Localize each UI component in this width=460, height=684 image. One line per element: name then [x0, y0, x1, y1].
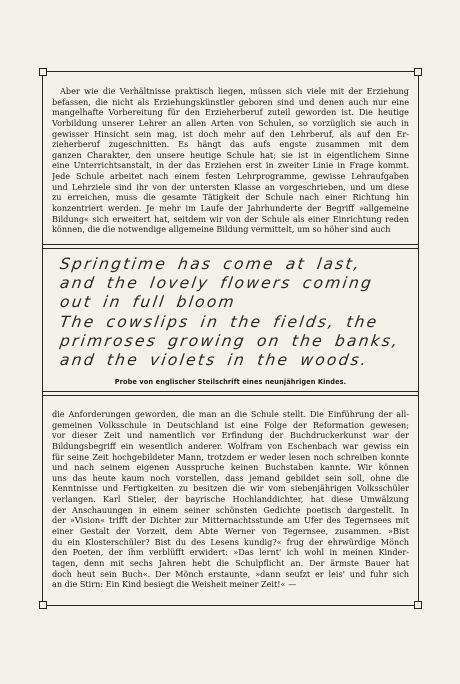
- handwriting-line: and the violets in the woods.: [58, 350, 370, 369]
- corner-ornament: [414, 601, 422, 609]
- text-line: Vorbildung unserer Lehrer an allen Arten von Schulen, so vorzüglich sie auch in: [52, 117, 409, 128]
- handwriting-line: The cowslips in the fields, the: [58, 312, 380, 331]
- text-line: eine Unterrichtsanstalt, in der das Erziehen erst in zweiter Linie in Frage kommt.: [52, 160, 409, 171]
- text-line: verlangen. Karl Stieler, der bayrische Hochlanddichter, hat diese Umwälzung: [52, 494, 409, 505]
- handwriting-line: primroses growing on the banks,: [58, 331, 401, 350]
- text-line: einer Gestalt der Vorzeit, dem Abte Werner von Tegernsee, zusammen. »Bist: [52, 526, 409, 537]
- text-line: Aber wie die Verhältnisse praktisch liegen, müssen sich viele mit der Erziehung: [60, 86, 409, 96]
- text-line: Jede Schule arbeitet nach einem festen Lehrprogramme, gewisse Lehraufgaben: [52, 171, 409, 182]
- text-line: doch heut sein Buch«. Der Mönch erstaunte, »dann seufzt er leis' und fuhr sich: [52, 568, 409, 579]
- text-line: du ein Klosterschüler? Bist du des Lesens kundig?« frug der ehrwürdige Mönch: [52, 536, 409, 547]
- figure-caption: Probe von englischer Steilschrift eines neunjährigen Kindes.: [114, 378, 347, 386]
- handwriting-line: Springtime has come at last,: [58, 255, 363, 273]
- text-line: den Poeten, der ihm verblüfft erwidert: »Das lernt' ich wohl in meinen Kinder-: [52, 547, 409, 558]
- text-line: Kenntnisse und Fertigkeiten zu besitzen die wir vom siebenjährigen Volksschüler: [52, 483, 409, 494]
- text-line: zu erreichen, muss die gesamte Tätigkeit der Schule nach einer Richtung hin: [52, 192, 409, 203]
- handwriting-line: and the lovely flowers coming: [58, 274, 375, 293]
- text-line: Bildung« sich erweitert hat, seitdem wir von der Schule als einer Einrichtung reden: [52, 213, 409, 224]
- text-line: uns das heute kaum noch vorstellen, dass jemand gebildet sein soll, ohne die: [52, 472, 409, 483]
- text-line: der Anschauungen in einem seiner schönsten Gedichte poetisch dargestellt. In: [52, 504, 409, 515]
- corner-ornament: [39, 601, 47, 609]
- text-line: befassen, die nicht als Erziehungskünstler geboren sind und denen auch nur eine: [52, 96, 409, 107]
- text-line: gemeinen Volksschule in Deutschland ist eine Folge der Reformation gewesen;: [52, 419, 409, 430]
- text-line: vor dieser Zeit und namentlich vor Erfindung der Buchdruckerkunst war der: [52, 430, 409, 441]
- paragraph-bottom: [52, 409, 409, 590]
- corner-ornament: [39, 68, 47, 76]
- text-line: konzentriert werden. Je mehr im Laufe der Jahrhunderte der Begriff »allgemeine: [52, 203, 409, 214]
- divider-bottom: [42, 391, 419, 396]
- text-line: an die Stirn: Ein Kind besiegt die Weisheit meiner Zeit!« —: [52, 579, 297, 590]
- text-line: ganzen Charakter, den unsere heutige Schule hat; sie ist in eigentlichem Sinne: [52, 149, 409, 160]
- paragraph-top: [52, 86, 409, 235]
- text-line: Bildungsbegriff ein wesentlich anderer. Wolfram von Eschenbach war gewiss ein: [52, 440, 409, 451]
- text-line: mangelhafte Vorbereitung für den Erzieherberuf zuteil geworden ist. Die heutige: [52, 107, 409, 118]
- text-line: zieherberuf zugeschnitten. Es hängt das aufs engste zusammen mit dem: [52, 139, 409, 150]
- text-line: können, die die notwendige allgemeine Bildung vermittelt, um so höher sind auch: [52, 224, 391, 235]
- handwriting-line: out in full bloom: [58, 293, 238, 312]
- text-line: der »Vision« trifft der Dichter zur Mitternachtsstunde am Ufer des Tegernsees mit: [52, 515, 409, 526]
- divider-top: [42, 244, 419, 249]
- text-line: für seine Zeit hochgebildeter Mann, trotzdem er weder lesen noch schreiben konnte: [52, 451, 409, 462]
- text-line: die Anforderungen geworden, die man an die Schule stellt. Die Einführung der all-: [52, 409, 409, 419]
- text-line: gewisser Hinsicht sein mag, ist doch mehr auf den Lehrberuf, als auf den Er-: [52, 128, 409, 139]
- corner-ornament: [414, 68, 422, 76]
- text-line: tagen, denn mit sechs Jahren hebt die Schulpflicht an. Der ärmste Bauer hat: [52, 557, 409, 568]
- text-line: und Lehrziele sind ihr von der untersten Klasse an vorgeschrieben, und um diese: [52, 181, 409, 192]
- handwriting-sample: [60, 255, 412, 370]
- text-line: und nach seinem eigenen Ausspruche keinen Buchstaben kannte. Wir können: [52, 462, 409, 473]
